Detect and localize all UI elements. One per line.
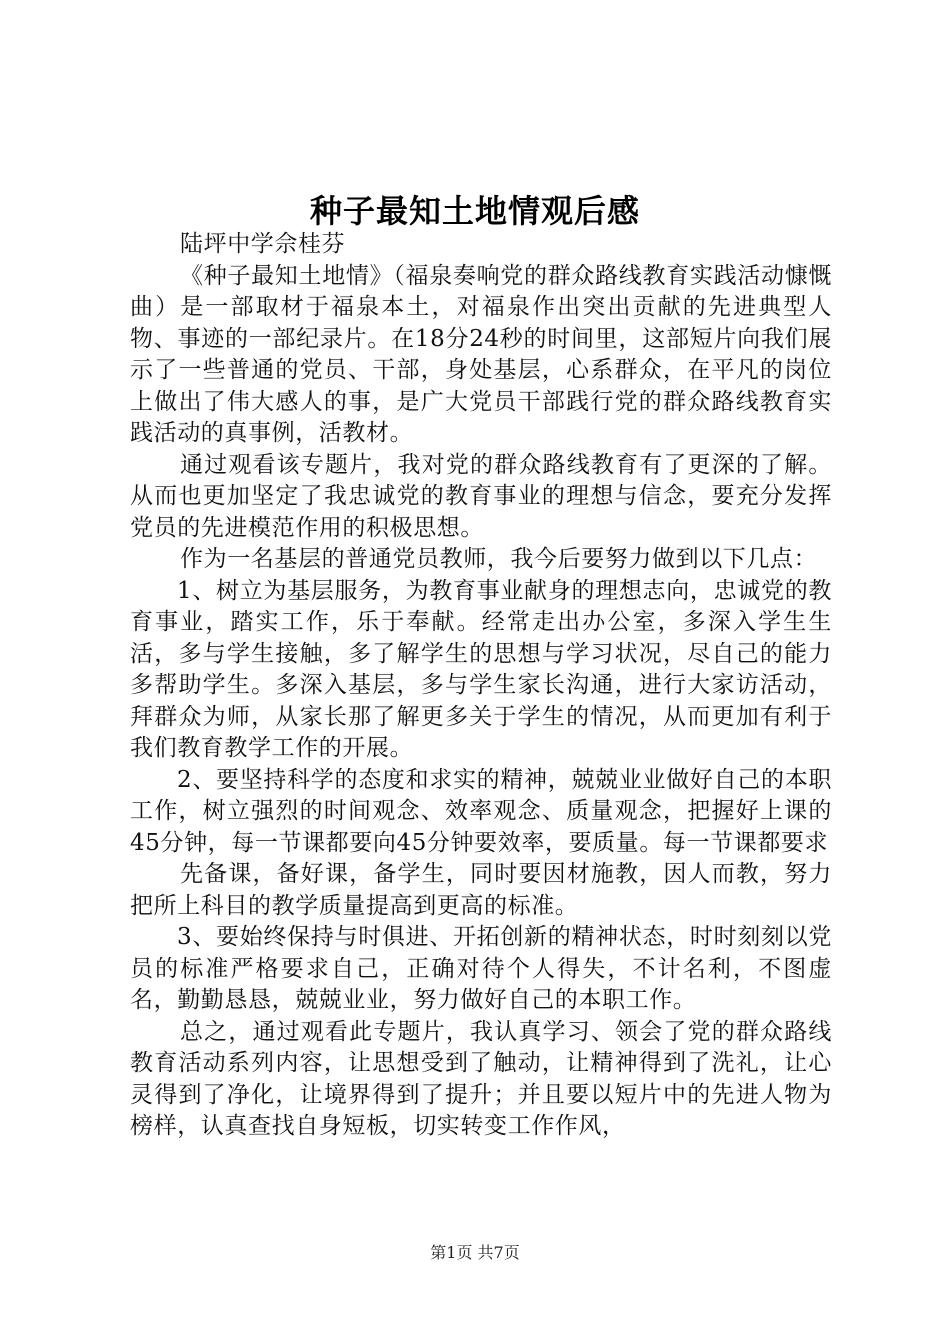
page-footer: 第1页 共7页	[430, 1243, 520, 1262]
document-title: 种子最知土地情观后感	[309, 192, 640, 230]
paragraph-point-2: 2、要坚持科学的态度和求实的精神，兢兢业业做好自己的本职工作，树立强烈的时间观念、效率观念、质量观念，把握好上课的45分钟，每一节课都要向45分钟要效率，要质量。每一节课都要求	[130, 766, 832, 856]
paragraph-commitment: 作为一名基层的普通党员教师，我今后要努力做到以下几点：	[180, 546, 818, 572]
document-body	[130, 229, 832, 1143]
paragraph-point-3: 3、要始终保持与时俱进、开拓创新的精神状态，时时刻刻以党员的标准严格要求自己，正确对待个人得失，不计名利，不图虚名，勤勤恳恳，兢兢业业，努力做好自己的本职工作。	[130, 924, 832, 1013]
paragraph-understanding: 通过观看该专题片，我对党的群众路线教育有了更深的了解。从而也更加坚定了我忠诚党的教育事业的理想与信念，要充分发挥党员的先进模范作用的积极思想。	[130, 451, 832, 541]
paragraph-intro: 《种子最知土地情》（福泉奏响党的群众路线教育实践活动慷慨曲）是一部取材于福泉本土，对福泉作出突出贡献的先进典型人物、事迹的一部纪录片。在18分24秒的时间里，这部短片向我们展示了一些普通的党员、干部，身处基层，心系群众，在平凡的岗位上做出了伟大感人的事，是广大党员干部践行党的群众路线教育实践活动的真事例，活教材。	[130, 262, 832, 446]
paragraph-summary: 总之，通过观看此专题片，我认真学习、领会了党的群众路线教育活动系列内容，让思想受到了触动，让精神得到了洗礼，让心灵得到了净化，让境界得到了提升；并且要以短片中的先进人物为榜样，认真查找自身短板，切实转变工作作风，	[130, 1018, 832, 1139]
paragraph-point-1: 1、树立为基层服务，为教育事业献身的理想志向，忠诚党的教育事业，踏实工作，乐于奉献。经常走出办公室，多深入学生生活，多与学生接触，多了解学生的思想与学习状况，尽自己的能力多帮助学生。多深入基层，多与学生家长沟通，进行大家访活动，拜群众为师，从家长那了解更多关于学生的情况，从而更加有利于我们教育教学工作的开展。	[130, 577, 832, 761]
author-line: 陆坪中学佘桂芬	[180, 231, 346, 257]
paragraph-point-2-continued: 先备课，备好课，备学生，同时要因材施教，因人而教，努力把所上科目的教学质量提高到更高的标准。	[130, 861, 832, 919]
